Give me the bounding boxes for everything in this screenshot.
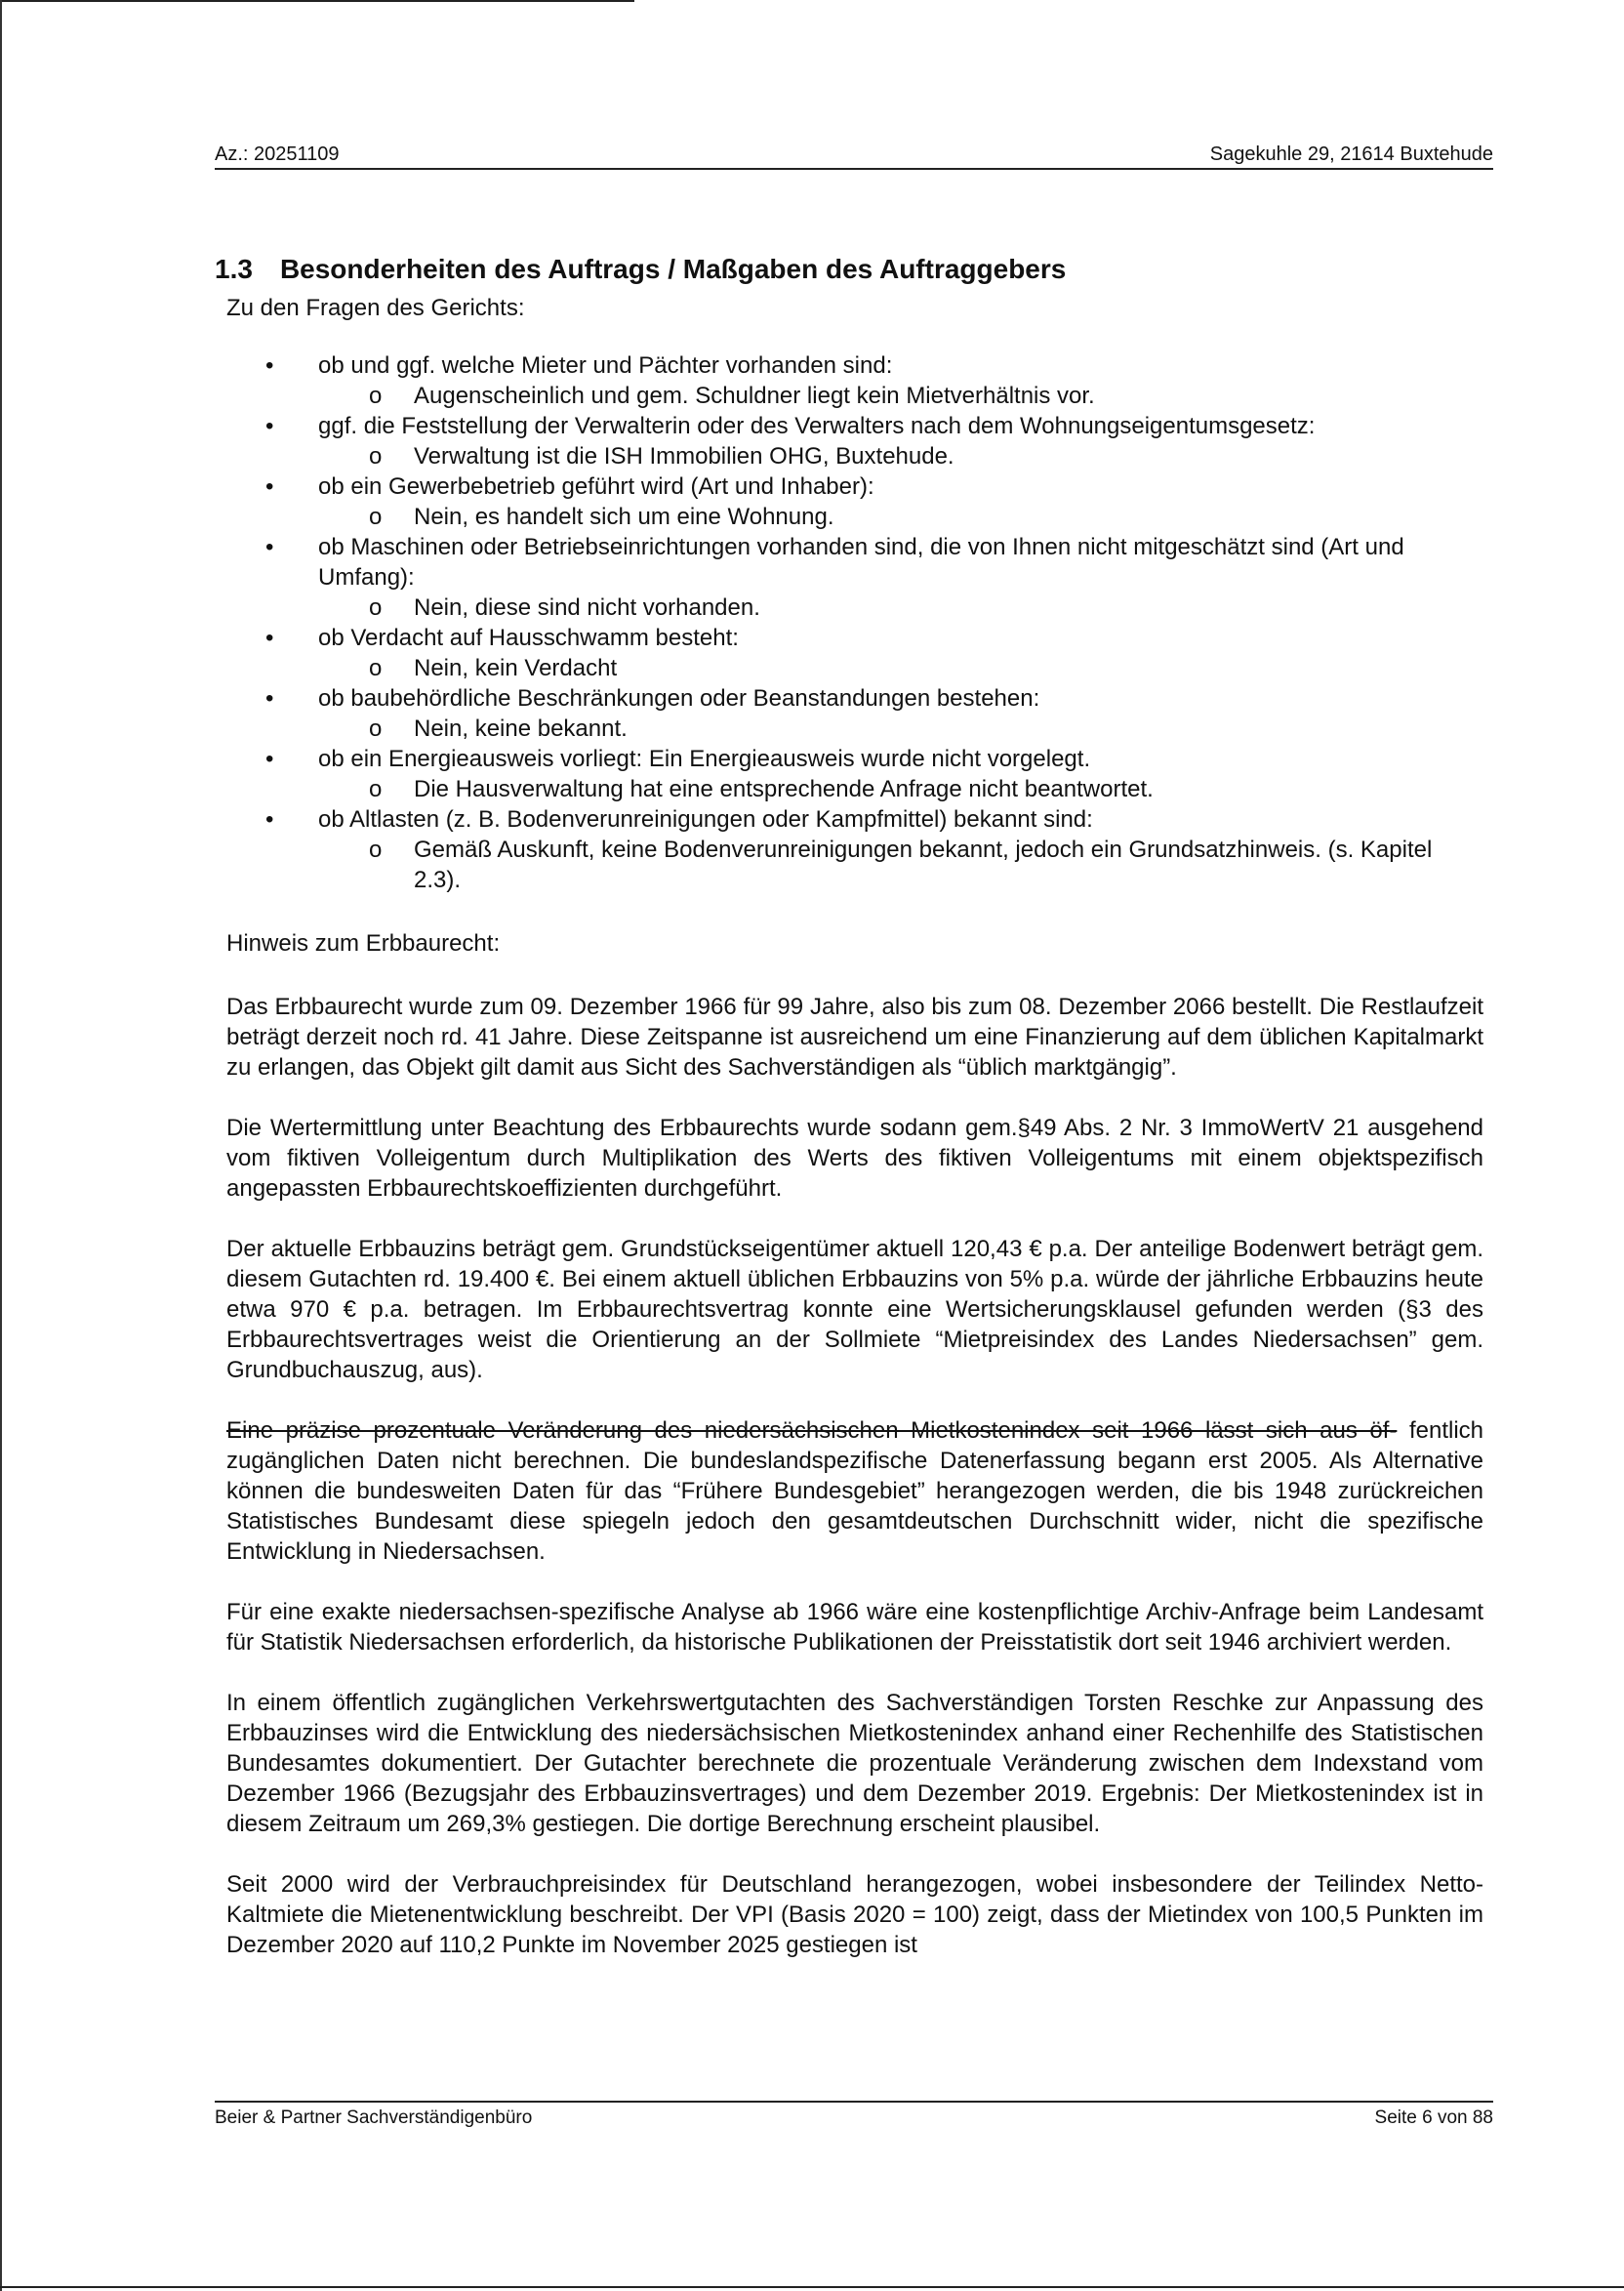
paragraph-valuation: Die Wertermittlung unter Beachtung des Erbbaurechts wurde sodann gem.§49 Abs. 2 Nr. 3 ImmoWertV 21 ausgehend vom fiktiven Volleigentum durch Multiplikation des Werts des fiktiven Volleigentums mit einem objektspezifisch angepassten Erbbaurechtskoeffizienten durchgeführt. [226,1115,1483,1202]
paragraph-ground-rent: Der aktuelle Erbbauzins beträgt gem. Grundstückseigentümer aktuell 120,43 € p.a. Der anteilige Bodenwert beträgt gem. diesem Gutachten rd. 19.400 €. Bei einem aktuell üblichen Erbbauzins von 5% p.a. würde der jährliche Erbbauzins heute etwa 970 € p.a. betragen. Im Erbbaurechtsvertrag konnte eine Wertsicherungsklausel gefunden werden (§3 des Erbbaurechtsvertrages weist die Orientierung an der Sollmiete “Mietpreisindex des Landes Niedersachsen” gem. Grundbuchauszug, aus). [226,1236,1483,1383]
paragraph-archive: Für eine exakte niedersachsen-spezifische Analyse ab 1966 wäre eine kostenpflichtige Archiv-Anfrage beim Landesamt für Statistik Niedersachsen erforderlich, da historische Publikationen der Preisstatistik dort seit 1946 archiviert werden. [226,1599,1483,1656]
hint-title: Hinweis zum Erbbaurecht: [226,930,501,957]
question-text: ob Maschinen oder Betriebseinrichtungen vorhanden sind, die von Ihnen nicht mitgeschätzt sind (Art und Umfang): [318,534,1404,591]
answer-text: o Verwaltung ist die ISH Immobilien OHG, Buxtehude. [318,441,1483,471]
list-item [215,532,1483,623]
answer-text: o Nein, es handelt sich um eine Wohnung. [318,502,1483,532]
answer-text: o Nein, kein Verdacht [318,653,1483,683]
paragraph-expert-report: In einem öffentlich zugänglichen Verkehrswertgutachten des Sachverständigen Torsten Reschke zur Anpassung des Erbbauzinses wird die Entwicklung des niedersächsischen Mietkostenindex anhand einer Rechenhilfe des Statistischen Bundesamtes dokumentiert. Der Gutachter berechnete die prozentuale Veränderung zwischen dem Indexstand vom Dezember 1966 (Bezugsjahr des Erbbauzinsvertrages) und dem Dezember 2019. Ergebnis: Der Mietkostenindex ist in diesem Zeitraum um 269,3% gestiegen. Die dortige Berechnung erscheint plausibel. [226,1690,1483,1837]
list-item [215,623,1483,683]
page-content [215,254,1483,1990]
question-text: ob ein Gewerbebetrieb geführt wird (Art und Inhaber): [318,473,874,500]
section-title: Besonderheiten des Auftrags / Maßgaben des Auftraggebers [279,254,1067,284]
page-footer [215,2101,1493,2129]
office-name: Beier & Partner Sachverständigenbüro [215,2107,533,2128]
answer-text: o Nein, diese sind nicht vorhanden. [318,593,1483,623]
struck-text: Eine präzise prozentuale Veränderung des niedersächsischen Mietkostenindex seit 1966 lässt sich aus öf- [226,1417,1398,1444]
list-item [215,471,1483,532]
answer-text: o Gemäß Auskunft, keine Bodenverunreinigungen bekannt, jedoch ein Grundsatzhinweis. (s. Kapitel 2.3). [318,835,1483,895]
page-edge-left [0,0,2,2291]
paragraph-vpi: Seit 2000 wird der Verbrauchpreisindex für Deutschland herangezogen, wobei insbesondere der Teilindex Netto-Kaltmiete die Mietenentwicklung beschreibt. Der VPI (Basis 2020 = 100) zeigt, dass der Mietindex von 100,5 Punkten im Dezember 2020 auf 110,2 Punkte im November 2025 gestiegen ist [226,1871,1483,1958]
answer-text: o Augenscheinlich und gem. Schuldner liegt kein Mietverhältnis vor. [318,381,1483,411]
file-reference: Az.: 20251109 [215,143,340,165]
section-intro: Zu den Fragen des Gerichts: [226,295,525,321]
section-heading [215,254,1483,285]
question-text: ob baubehördliche Beschränkungen oder Beanstandungen bestehen: [318,685,1040,712]
page-edge-bottom [0,2286,1624,2288]
page-header [215,143,1493,170]
answer-text: o Die Hausverwaltung hat eine entsprechende Anfrage nicht beantwortet. [318,774,1483,804]
paragraph-term: Das Erbbaurecht wurde zum 09. Dezember 1966 für 99 Jahre, also bis zum 08. Dezember 2066 bestellt. Die Restlaufzeit beträgt derzeit noch rd. 41 Jahre. Diese Zeitspanne ist ausreichend um eine Finanzierung auf dem üblichen Kapitalmarkt zu erlangen, das Objekt gilt damit aus Sicht des Sachverständigen als “üblich marktgängig”. [226,994,1483,1081]
paragraph-index-rest: fentlich zugänglichen Daten nicht berechnen. Die bundeslandspezifische Datenerfassung begann erst 2005. Als Alternative können die bundesweiten Daten für das “Frühere Bundesgebiet” herangezogen werden, die bis 1948 zurückreichen Statistisches Bundesamt diese spiegeln jedoch den gesamtdeutschen Durchschnitt wider, nicht die spezifische Entwicklung in Niedersachsen. [226,1417,1483,1565]
list-item [215,804,1483,895]
list-item [215,350,1483,411]
answer-text: o Nein, keine bekannt. [318,714,1483,744]
question-text: ob Verdacht auf Hausschwamm besteht: [318,625,739,651]
question-text: ob und ggf. welche Mieter und Pächter vorhanden sind: [318,352,893,379]
question-text: ob Altlasten (z. B. Bodenverunreinigungen oder Kampfmittel) bekannt sind: [318,806,1093,833]
list-item [215,411,1483,471]
paragraph-index [226,1415,1483,1567]
page-number: Seite 6 von 88 [1374,2107,1493,2128]
question-text: ggf. die Feststellung der Verwalterin oder des Verwalters nach dem Wohnungseigentumsgesetz: [318,413,1316,439]
list-item [215,683,1483,744]
list-item [215,744,1483,804]
question-text: ob ein Energieausweis vorliegt: Ein Energieausweis wurde nicht vorgelegt. [318,746,1091,772]
question-list [215,350,1483,895]
section-number: 1.3 [215,254,253,284]
page-edge-top [0,0,634,2]
property-address: Sagekuhle 29, 21614 Buxtehude [1209,143,1493,165]
